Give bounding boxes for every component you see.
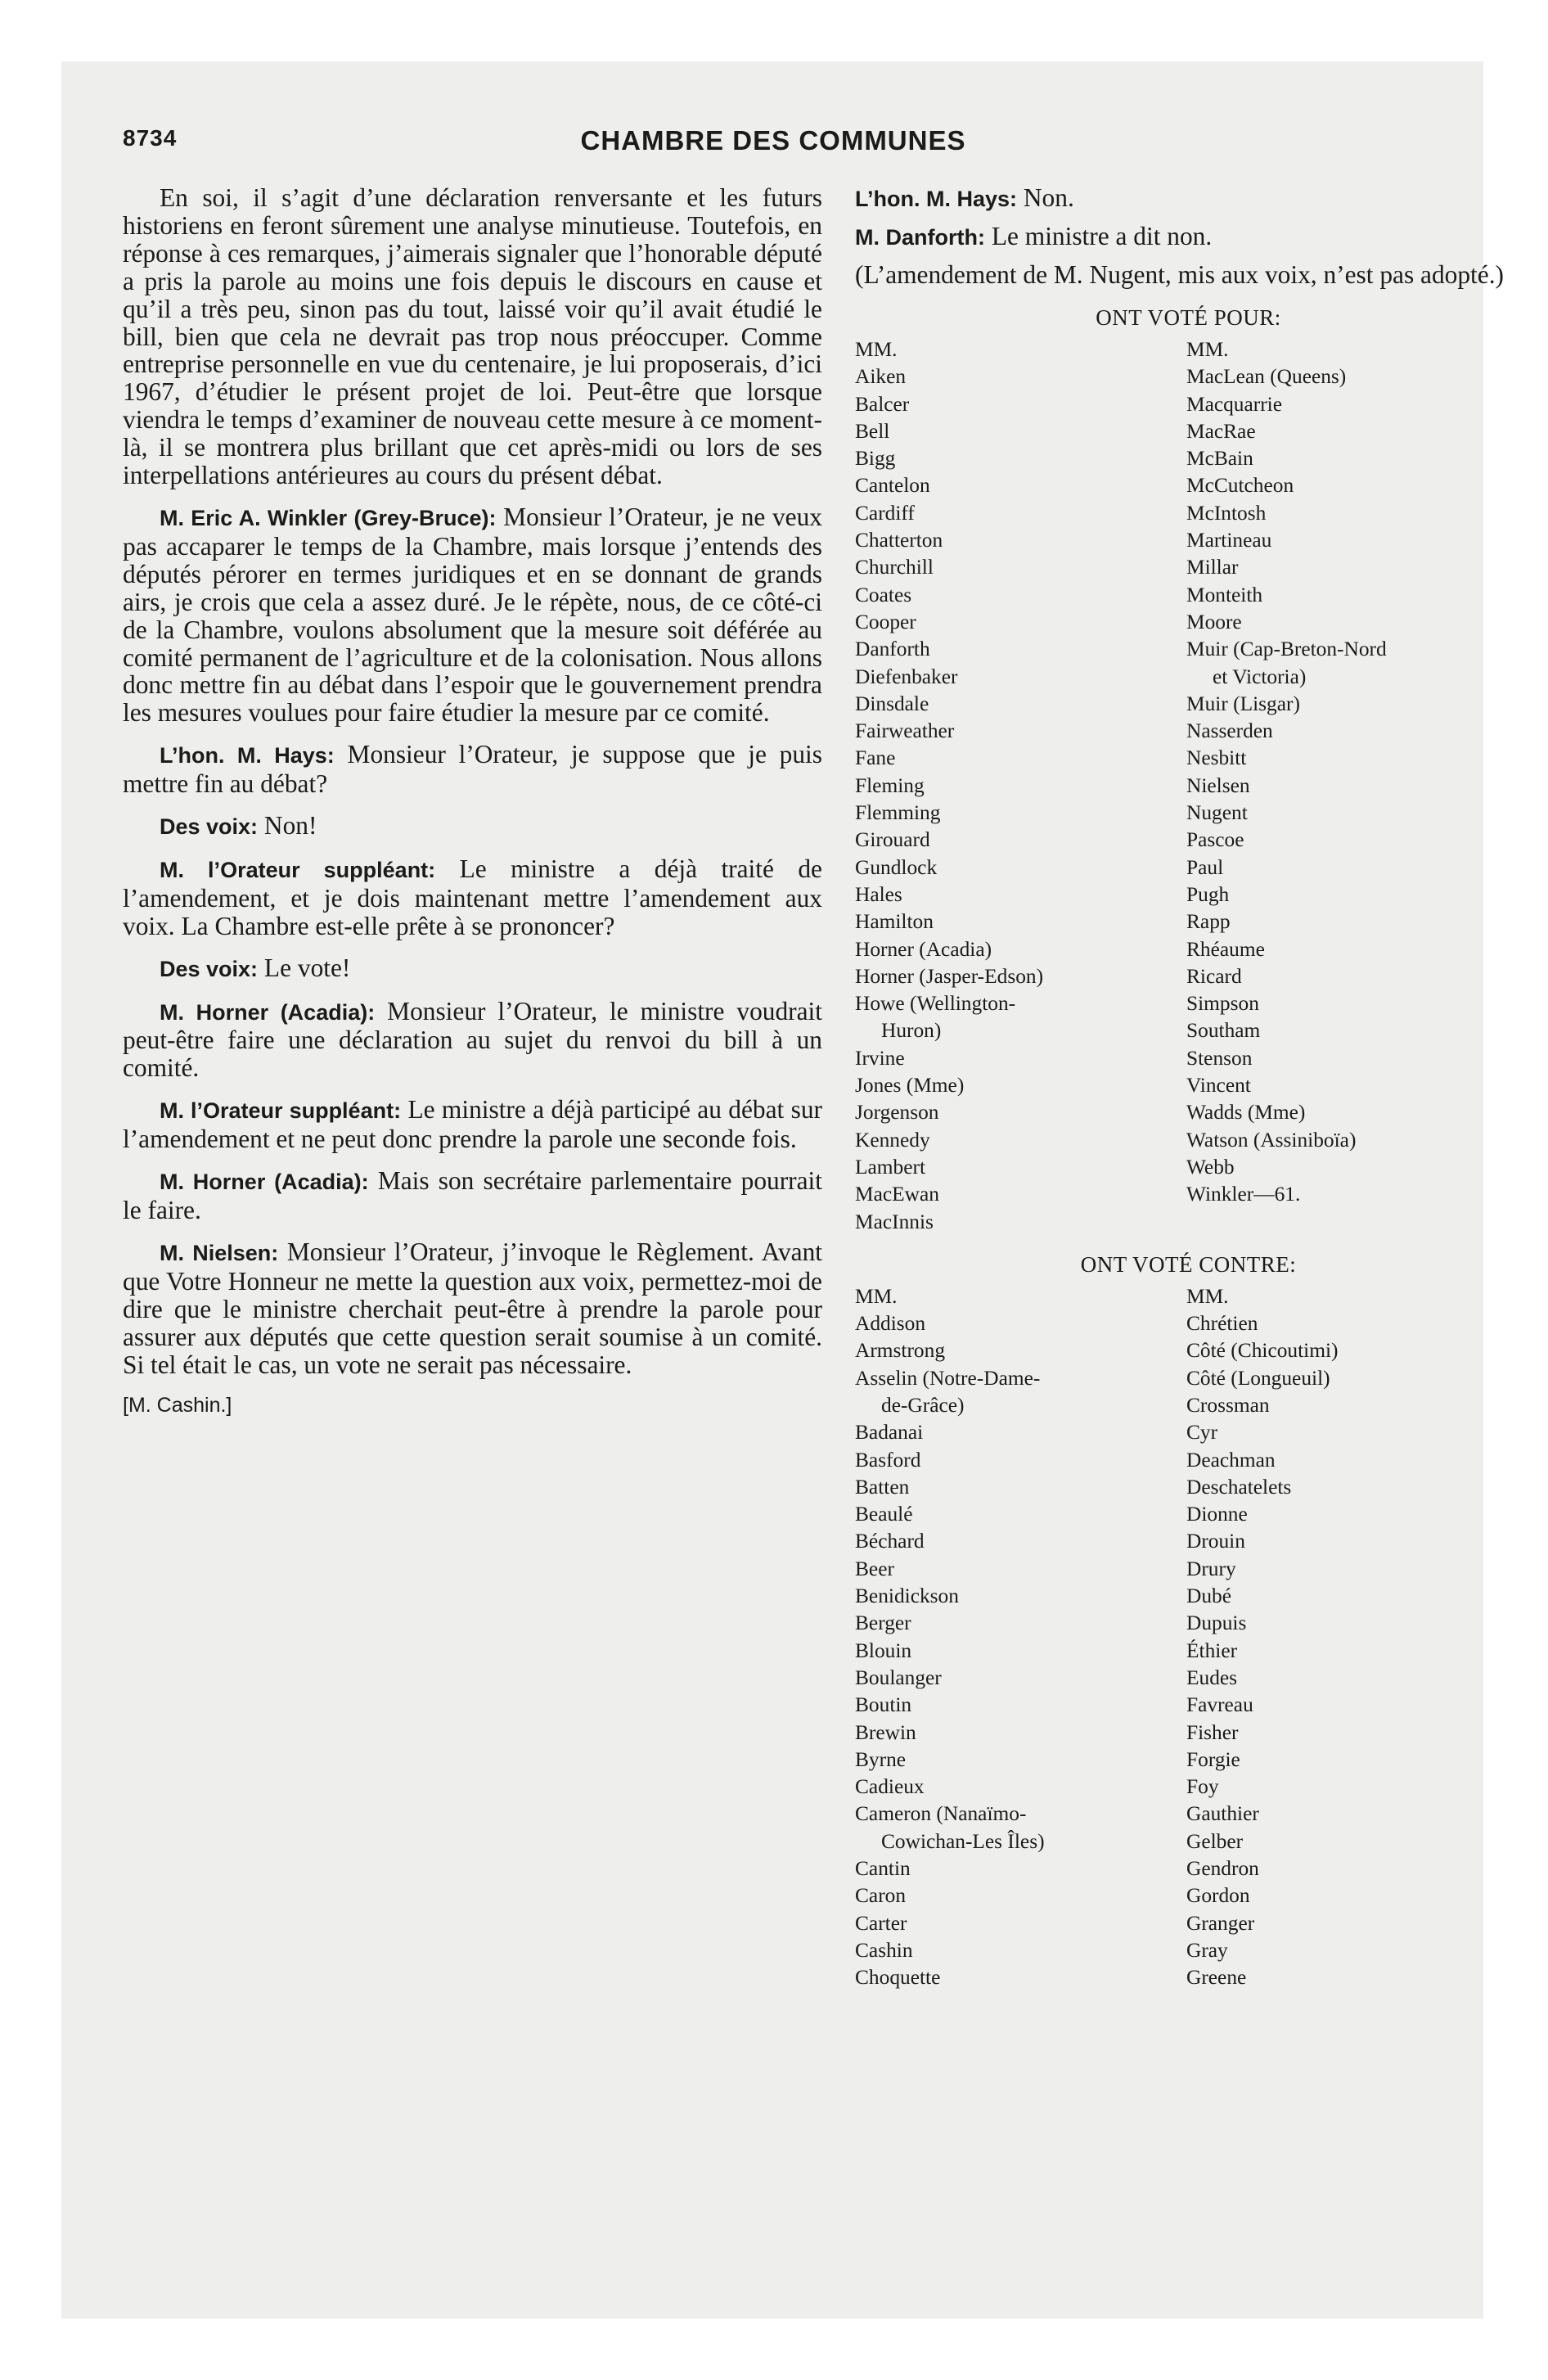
member-name: McBain xyxy=(1186,447,1253,471)
member-name: Fairweather xyxy=(855,719,955,743)
paragraph: (L’amendement de M. Nugent, mis aux voix, n’est pas adopté.) xyxy=(855,260,1505,289)
member-name: Deschatelets xyxy=(1186,1475,1292,1499)
vote-list-contre xyxy=(855,1283,1522,1992)
member-name: Addison xyxy=(855,1312,926,1336)
member-name: Batten xyxy=(855,1475,910,1499)
speaker-name: M. Eric A. Winkler (Grey-Bruce): xyxy=(160,505,497,530)
speech-text: Non! xyxy=(263,811,317,841)
member-name: MacInnis xyxy=(855,1210,934,1233)
member-name: Fleming xyxy=(855,773,925,797)
paragraph xyxy=(123,954,822,984)
paragraph xyxy=(123,1238,822,1379)
speaker-name: M. Horner (Acadia): xyxy=(160,1170,369,1195)
member-name: Churchill xyxy=(855,556,934,579)
member-name: Muir (Lisgar) xyxy=(1186,692,1300,715)
member-name: Balcer xyxy=(855,392,910,416)
member-name: Blouin xyxy=(855,1639,912,1662)
paragraph xyxy=(855,184,1522,213)
member-name: Armstrong xyxy=(855,1339,946,1363)
speaker-name: L’hon. M. Hays: xyxy=(855,187,1018,211)
member-name: Rhéaume xyxy=(1186,937,1265,961)
member-name: Côté (Chicoutimi) xyxy=(1186,1339,1339,1363)
member-name: Chatterton xyxy=(855,529,943,552)
speech-text: Non. xyxy=(1023,183,1074,212)
member-name: Bell xyxy=(855,419,890,443)
speaker-name: M. l’Orateur suppléant: xyxy=(160,1098,402,1124)
vote-column xyxy=(855,336,1186,1236)
member-name: Gelber xyxy=(1186,1829,1244,1853)
member-name: Cowichan-Les Îles) xyxy=(881,1829,1045,1853)
member-name: Drouin xyxy=(1186,1530,1245,1553)
speaker-name: L’hon. M. Hays: xyxy=(160,743,335,769)
member-name: Cantin xyxy=(855,1857,911,1881)
speech-text: Mais son secrétaire parlementaire pourrait le faire. xyxy=(123,1166,822,1224)
member-name: Deachman xyxy=(1186,1448,1276,1472)
member-name: Fane xyxy=(855,746,896,770)
member-name: MacRae xyxy=(1186,419,1256,443)
member-name: Pascoe xyxy=(1186,828,1244,852)
member-name: Moore xyxy=(1186,610,1242,633)
member-name: Danforth xyxy=(855,638,930,661)
member-name: Horner (Acadia) xyxy=(855,937,992,961)
paragraph xyxy=(123,741,822,798)
paragraph xyxy=(123,503,822,727)
speech-text: Monsieur l’Orateur, je ne veux pas accaparer le temps de la Chambre, mais lorsque j’entends des députés pérorer en termes juridiques et en se donnant de grands airs, je crois que cela a assez duré. Je le répète, nous, de ce côté-ci de la Chambre, voulons absolument que la mesure soit déférée au comité permanent de l’agriculture et de la colonisation. Nous allons donc mettre fin au débat dans l’espoir que le gouvernement prendra les mesures voulues pour faire étudier la mesure par ce comité. xyxy=(123,502,822,728)
vote-list-pour xyxy=(855,336,1522,1236)
member-name: Martineau xyxy=(1186,529,1272,552)
speech-text: Monsieur l’Orateur, le ministre voudrait peut-être faire une déclaration au sujet du renvoi du bill à un comité. xyxy=(123,996,822,1083)
page-title: CHAMBRE DES COMMUNES xyxy=(580,125,966,156)
vote-column xyxy=(1186,336,1522,1236)
right-column xyxy=(855,184,1522,1992)
member-name: Irvine xyxy=(855,1046,905,1070)
speech-text: Le ministre a dit non. xyxy=(991,222,1213,250)
member-name: Muir (Cap-Breton-Nord xyxy=(1186,638,1387,661)
member-name: Forgie xyxy=(1186,1747,1240,1771)
member-name: Cardiff xyxy=(855,501,915,525)
paragraph xyxy=(123,812,822,841)
member-name: MacEwan xyxy=(855,1183,939,1206)
member-name: Hamilton xyxy=(855,910,934,934)
member-name: Côté (Longueuil) xyxy=(1186,1366,1330,1390)
member-name: Cadieux xyxy=(855,1775,925,1799)
member-name: Brewin xyxy=(855,1720,916,1744)
member-name: Éthier xyxy=(1186,1639,1238,1662)
speaker-name: M. l’Orateur suppléant: xyxy=(160,857,436,882)
member-name: Jorgenson xyxy=(855,1101,939,1125)
member-name: Fisher xyxy=(1186,1720,1239,1744)
member-name: Paul xyxy=(1186,855,1224,879)
speech-text: Le ministre a déjà participé au débat sur l’amendement et ne peut donc prendre la parole une seconde fois. xyxy=(123,1095,822,1154)
member-name: Girouard xyxy=(855,828,930,852)
vote-heading-pour: ONT VOTÉ POUR: xyxy=(1096,305,1281,330)
member-name: Rapp xyxy=(1186,910,1231,934)
member-name: Howe (Wellington- xyxy=(855,992,1016,1016)
member-name: et Victoria) xyxy=(1213,665,1307,688)
member-name: Southam xyxy=(1186,1019,1261,1043)
member-name: McIntosh xyxy=(1186,501,1267,525)
page-header xyxy=(123,125,1424,166)
member-name: Bigg xyxy=(855,447,896,471)
page-footnote: [M. Cashin.] xyxy=(123,1394,232,1418)
member-name: Basford xyxy=(855,1448,921,1472)
member-name: McCutcheon xyxy=(1186,474,1294,498)
speaker-name: M. Danforth: xyxy=(855,225,985,250)
member-name: Nielsen xyxy=(1186,773,1250,797)
member-name: Flemming xyxy=(855,801,941,825)
member-name: Cantelon xyxy=(855,474,930,498)
member-name: Berger xyxy=(855,1611,911,1635)
member-name: Watson (Assiniboïa) xyxy=(1186,1128,1357,1152)
speaker-name: M. Nielsen: xyxy=(160,1240,279,1265)
member-name: Millar xyxy=(1186,556,1239,579)
member-name: Aiken xyxy=(855,365,907,389)
member-name: Gundlock xyxy=(855,855,938,879)
paragraph: En soi, il s’agit d’une déclaration renversante et les futurs historiens en feront sûrement une analyse minutieuse. Toutefois, en réponse à ces remarques, j’aimerais signaler que l’honorable député a pris la parole au moins une fois depuis le discours en cause et qu’il a très peu, sinon pas du tout, laissé voir qu’il avait étudié le bill, bien que cela ne devrait pas trop nous préoccuper. Comme entreprise personnelle en vue du centenaire, je lui proposerais, d’ici 1967, d’étudier le présent projet de loi. Peut-être que lorsque viendra le temps d’examiner de nouveau cette mesure à ce moment-là, il se montrera plus brillant que cet après-midi ou lors de ses interpellations antérieures au cours du présent débat. xyxy=(123,183,822,490)
member-name: Pugh xyxy=(1186,882,1230,906)
member-name: Eudes xyxy=(1186,1666,1238,1689)
left-column xyxy=(123,184,822,1420)
member-name: Gray xyxy=(1186,1938,1228,1962)
member-name: Ricard xyxy=(1186,964,1242,988)
vote-column xyxy=(1186,1283,1522,1992)
member-name: Hales xyxy=(855,882,902,906)
member-name: Dionne xyxy=(1186,1503,1248,1526)
member-name: Beaulé xyxy=(855,1503,913,1526)
member-name: Caron xyxy=(855,1884,907,1908)
member-name: Dinsdale xyxy=(855,692,929,715)
paragraph xyxy=(123,998,822,1083)
speaker-name: M. Horner (Acadia): xyxy=(160,999,376,1025)
member-name: Dubé xyxy=(1186,1584,1231,1608)
member-name: Diefenbaker xyxy=(855,665,958,688)
member-name: Lambert xyxy=(855,1155,926,1179)
member-name: MacLean (Queens) xyxy=(1186,365,1347,389)
member-name: Horner (Jasper-Edson) xyxy=(855,964,1044,988)
mm-label: MM. xyxy=(1186,338,1229,361)
member-name: Favreau xyxy=(1186,1693,1253,1717)
member-name: de-Grâce) xyxy=(881,1393,965,1417)
speech-text: Le ministre a déjà traité de l’amendement, et je dois maintenant mettre l’amendement aux voix. La Chambre est-elle prête à se prononcer? xyxy=(123,854,822,940)
member-name: Vincent xyxy=(1186,1074,1251,1098)
member-name: Carter xyxy=(855,1911,907,1935)
member-name: Gendron xyxy=(1186,1857,1259,1881)
member-name: Boutin xyxy=(855,1693,912,1717)
member-name: Stenson xyxy=(1186,1046,1253,1070)
member-name: Béchard xyxy=(855,1530,925,1553)
member-name: Cameron (Nanaïmo- xyxy=(855,1802,1027,1826)
paragraph xyxy=(123,1096,822,1153)
member-name: Gauthier xyxy=(1186,1802,1259,1826)
member-name: Wadds (Mme) xyxy=(1186,1101,1306,1125)
member-name: Cooper xyxy=(855,610,916,633)
member-name: Huron) xyxy=(881,1019,942,1043)
member-name: Simpson xyxy=(1186,992,1259,1016)
vote-column xyxy=(855,1283,1186,1992)
member-name: Webb xyxy=(1186,1155,1235,1179)
member-name: Drury xyxy=(1186,1557,1236,1580)
member-name: Choquette xyxy=(855,1966,941,1990)
member-name: Granger xyxy=(1186,1911,1255,1935)
member-name: Chrétien xyxy=(1186,1312,1258,1336)
member-name: Nasserden xyxy=(1186,719,1273,743)
vote-heading-contre: ONT VOTÉ CONTRE: xyxy=(1080,1251,1297,1277)
member-name: Byrne xyxy=(855,1747,907,1771)
mm-label: MM. xyxy=(855,1284,898,1308)
paragraph xyxy=(123,1167,822,1224)
member-name: Monteith xyxy=(1186,583,1263,606)
member-name: Badanai xyxy=(855,1421,924,1445)
member-name: Asselin (Notre-Dame- xyxy=(855,1366,1041,1390)
member-name: Greene xyxy=(1186,1966,1247,1990)
member-name: Boulanger xyxy=(855,1666,942,1689)
member-name: Nesbitt xyxy=(1186,746,1247,770)
member-name: Nugent xyxy=(1186,801,1248,825)
member-name: Coates xyxy=(855,583,912,606)
member-name: Cashin xyxy=(855,1938,913,1962)
paragraph xyxy=(855,223,1522,251)
speech-text: Monsieur l’Orateur, j’invoque le Règlement. Avant que Votre Honneur ne mette la question aux voix, permettez-moi de dire que le ministre cherchait peut-être à prendre la parole pour assurer aux députés que cette question serait soumise à un comité. Si tel était le cas, un vote ne serait pas nécessaire. xyxy=(123,1237,822,1379)
page-number: 8734 xyxy=(123,125,178,151)
speech-text: Le vote! xyxy=(263,953,351,982)
paragraph xyxy=(123,855,822,940)
member-name: Macquarrie xyxy=(1186,392,1283,416)
member-name: Winkler—61. xyxy=(1186,1183,1301,1206)
mm-label: MM. xyxy=(855,338,898,361)
member-name: Cyr xyxy=(1186,1421,1218,1445)
member-name: Kennedy xyxy=(855,1128,930,1152)
mm-label: MM. xyxy=(1186,1284,1229,1308)
member-name: Foy xyxy=(1186,1775,1219,1799)
member-name: Jones (Mme) xyxy=(855,1074,965,1098)
member-name: Dupuis xyxy=(1186,1611,1247,1635)
speaker-name: Des voix: xyxy=(160,956,259,981)
page-sheet xyxy=(61,61,1505,2319)
member-name: Crossman xyxy=(1186,1393,1270,1417)
member-name: Beer xyxy=(855,1557,894,1580)
member-name: Benidickson xyxy=(855,1584,959,1608)
speaker-name: Des voix: xyxy=(160,814,259,840)
member-name: Gordon xyxy=(1186,1884,1250,1908)
speech-text: Monsieur l’Orateur, je suppose que je puis mettre fin au débat? xyxy=(123,740,822,799)
